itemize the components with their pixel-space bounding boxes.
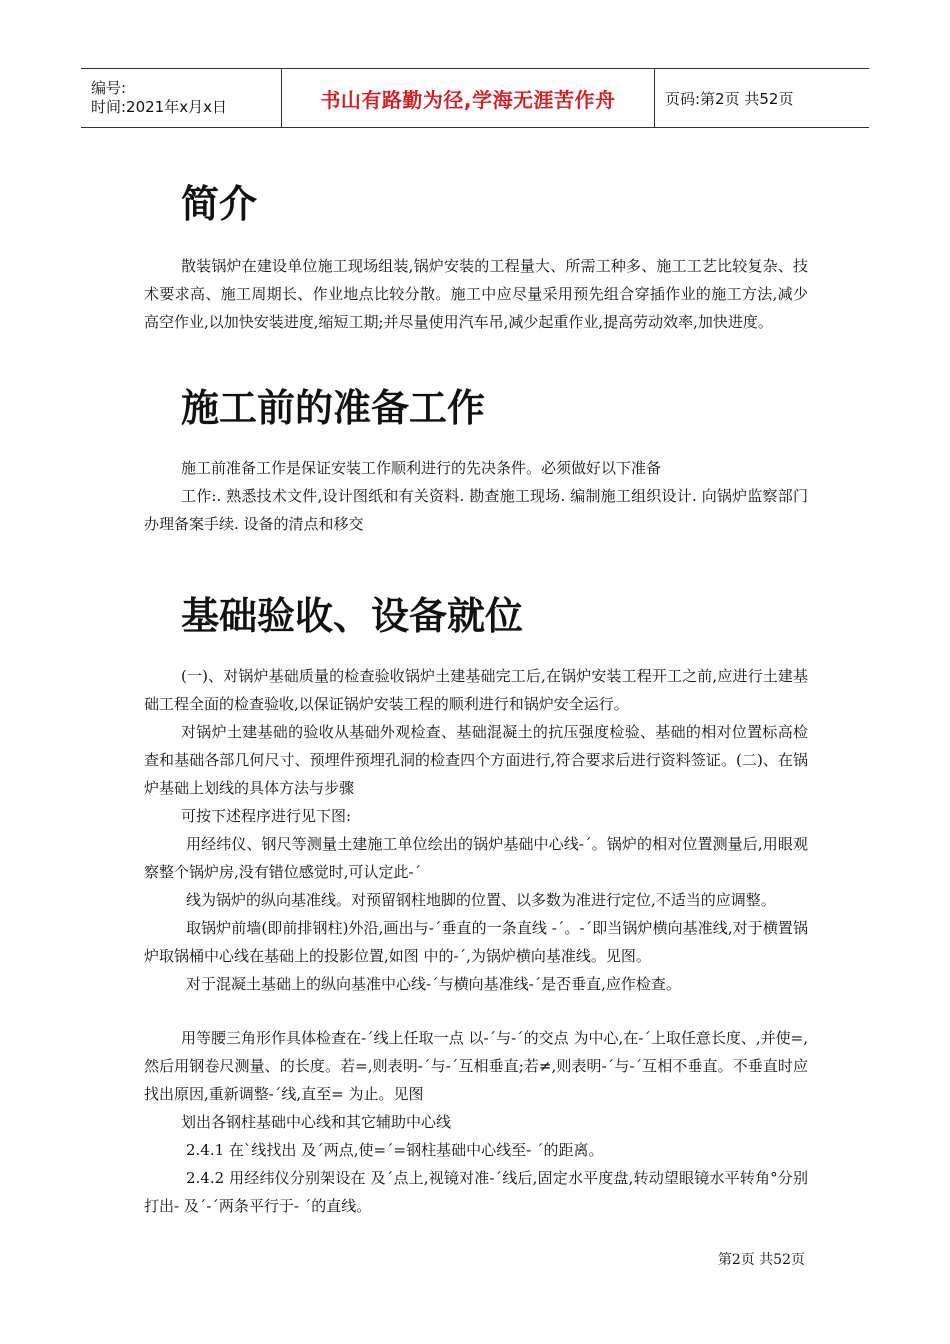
header-page-number: 页码:第2页 共52页 — [665, 89, 794, 108]
paragraph: 对锅炉土建基础的验收从基础外观检查、基础混凝土的抗压强度检验、基础的相对位置标高检查和基础各部几何尺寸、预埋件预埋孔洞的检查四个方面进行,符合要求后进行资料签证。(二)、在锅炉基础上划线的具体方法与步骤 — [144, 723, 808, 797]
section-preparation — [144, 454, 808, 538]
paragraph: 施工前准备工作是保证安装工作顺利进行的先决条件。必须做好以下准备 — [181, 459, 662, 477]
paragraph: 2.4.1 在`线找出 及ˊ两点,使=ˊ=钢柱基础中心线至- ˊ的距离。 — [186, 1141, 604, 1159]
paragraph: 对于混凝土基础上的纵向基准中心线-ˊ与横向基准线-ˊ是否垂直,应作检查。 — [186, 975, 681, 993]
paragraph: (一)、对锅炉基础质量的检查验收锅炉土建基础完工后,在锅炉安装工程开工之前,应进行土建基础工程全面的检查验收,以保证锅炉安装工程的顺利进行和锅炉安全运行。 — [144, 667, 808, 713]
paragraph: 线为锅炉的纵向基准线。对预留钢柱地脚的位置、以多数为准进行定位,不适当的应调整。 — [186, 891, 776, 909]
section-title-preparation: 施工前的准备工作 — [181, 386, 486, 430]
paragraph: 可按下述程序进行见下图: — [181, 807, 352, 825]
header-motto: 书山有路勤为径,学海无涯苦作舟 — [320, 87, 616, 112]
section-foundation — [144, 662, 808, 1220]
header-page-cell — [655, 69, 869, 127]
page-footer: 第2页 共52页 — [717, 1252, 805, 1268]
header-motto-cell — [282, 69, 655, 127]
page-header — [81, 68, 869, 128]
paragraph: 用等腰三角形作具体检查在-ˊ线上任取一点 以-ˊ与-ˊ的交点 为中心,在-ˊ上取任意长度、,并使=,然后用钢卷尺测量、的长度。若=,则表明-ˊ与-ˊ互相垂直;若≠,则表明-ˊ与-ˊ互相不垂直。不垂直时应找出原因,重新调整-ˊ线,直至= 为止。见图 — [144, 1029, 808, 1103]
paragraph: 用经纬仪、钢尺等测量土建施工单位绘出的锅炉基础中心线-ˊ。锅炉的相对位置测量后,用眼观察整个锅炉房,没有错位感觉时,可认定此-ˊ — [144, 835, 808, 881]
header-meta — [81, 69, 282, 127]
paragraph: 划出各钢柱基础中心线和其它辅助中心线 — [181, 1113, 452, 1131]
section-intro — [144, 252, 808, 336]
paragraph: 取锅炉前墙(即前排钢柱)外沿,画出与-ˊ垂直的一条直线 -ˊ。-ˊ即当锅炉横向基准线,对于横置锅炉取锅桶中心线在基础上的投影位置,如图 中的-ˊ,为锅炉横向基准线。见图。 — [144, 919, 808, 965]
doc-number: 编号: — [91, 79, 127, 97]
doc-time: 时间:2021年x月x日 — [91, 98, 227, 116]
spacer — [144, 998, 808, 1024]
paragraph: 工作:. 熟悉技术文件,设计图纸和有关资料. 勘查施工现场. 编制施工组织设计. 向锅炉监察部门办理备案手续. 设备的清点和移交 — [144, 487, 808, 533]
paragraph: 2.4.2 用经纬仪分别架设在 及ˊ点上,视镜对准-ˊ线后,固定水平度盘,转动望眼镜水平转角°分别打出- 及ˊ-ˊ两条平行于- ˊ的直线。 — [144, 1169, 808, 1215]
section-title-foundation: 基础验收、设备就位 — [181, 594, 524, 638]
section-title-intro: 简介 — [181, 182, 258, 226]
paragraph: 散装锅炉在建设单位施工现场组装,锅炉安装的工程量大、所需工种多、施工工艺比较复杂、技术要求高、施工周期长、作业地点比较分散。施工中应尽量采用预先组合穿插作业的施工方法,减少高空作业,以加快安装进度,缩短工期;并尽量使用汽车吊,减少起重作业,提高劳动效率,加快进度。 — [144, 257, 808, 331]
document-body — [144, 170, 808, 1220]
